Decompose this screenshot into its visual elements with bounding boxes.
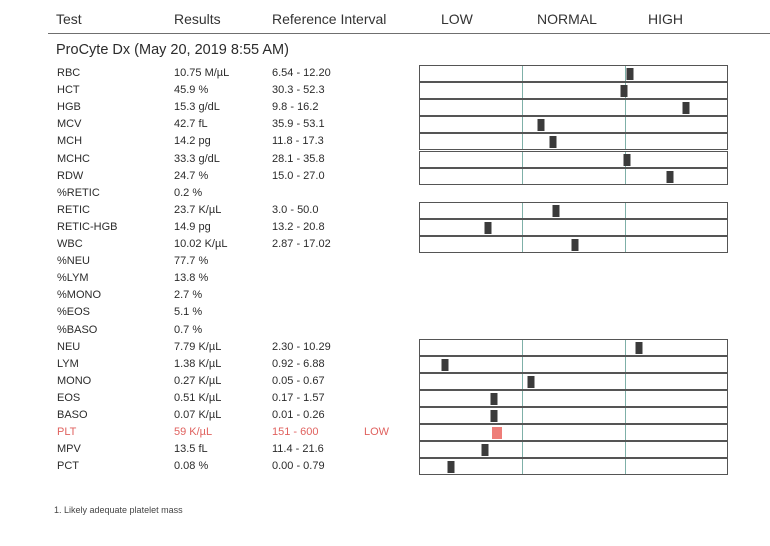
range-gauge (419, 151, 728, 168)
table-row (0, 407, 770, 424)
table-row (0, 339, 770, 356)
table-row (0, 219, 770, 236)
table-row (0, 424, 770, 441)
zone-divider (625, 169, 626, 184)
table-row (0, 99, 770, 116)
column-header-reference: Reference Interval (272, 11, 387, 27)
reference-interval: 0.00 - 0.79 (272, 460, 325, 472)
range-gauge (419, 407, 728, 424)
table-row (0, 304, 770, 321)
test-name: BASO (57, 409, 88, 421)
test-name: %NEU (57, 255, 91, 267)
test-result: 10.02 K/µL (174, 238, 228, 250)
test-result: 7.79 K/µL (174, 341, 222, 353)
reference-interval: 2.30 - 10.29 (272, 341, 331, 353)
table-row (0, 373, 770, 390)
test-name: MCV (57, 118, 82, 130)
zone-divider (522, 442, 523, 457)
zone-divider (625, 408, 626, 423)
range-gauge (419, 99, 728, 116)
footnote: 1. Likely adequate platelet mass (54, 505, 183, 515)
test-name: LYM (57, 358, 79, 370)
reference-interval: 0.01 - 0.26 (272, 409, 325, 421)
result-marker (482, 444, 489, 456)
test-result: 0.27 K/µL (174, 375, 222, 387)
test-name: %RETIC (57, 187, 100, 199)
test-name: HGB (57, 101, 81, 113)
zone-divider (522, 83, 523, 98)
test-result: 13.8 % (174, 272, 209, 284)
zone-divider (522, 459, 523, 474)
result-marker (621, 85, 628, 97)
result-marker (442, 359, 449, 371)
result-marker (667, 171, 674, 183)
test-result: 5.1 % (174, 306, 203, 318)
test-name: HCT (57, 84, 80, 96)
test-name: %BASO (57, 324, 98, 336)
test-result: 77.7 % (174, 255, 209, 267)
zone-divider (625, 425, 626, 440)
result-marker (528, 376, 535, 388)
reference-interval: 30.3 - 52.3 (272, 84, 325, 96)
test-result: 14.2 pg (174, 135, 211, 147)
table-row (0, 133, 770, 150)
range-gauge (419, 116, 728, 133)
test-name: WBC (57, 238, 83, 250)
zone-divider (522, 374, 523, 389)
reference-interval: 3.0 - 50.0 (272, 204, 319, 216)
zone-divider (625, 117, 626, 132)
zone-divider (522, 100, 523, 115)
result-marker (683, 102, 690, 114)
result-marker (550, 136, 557, 148)
zone-divider (522, 220, 523, 235)
range-gauge (419, 458, 728, 475)
column-header-normal: NORMAL (537, 11, 597, 27)
test-name: RETIC (57, 204, 90, 216)
zone-divider (625, 220, 626, 235)
zone-divider (522, 391, 523, 406)
zone-divider (625, 203, 626, 218)
table-row (0, 168, 770, 185)
zone-divider (522, 237, 523, 252)
test-name: NEU (57, 341, 81, 353)
range-gauge (419, 339, 728, 356)
test-name: %EOS (57, 306, 91, 318)
test-result: 24.7 % (174, 170, 209, 182)
result-marker (636, 342, 643, 354)
test-name: MPV (57, 443, 81, 455)
test-result: 59 K/µL (174, 426, 213, 438)
column-header-results: Results (174, 11, 221, 27)
test-result: 0.07 K/µL (174, 409, 222, 421)
range-gauge (419, 236, 728, 253)
table-row (0, 390, 770, 407)
test-name: RBC (57, 67, 81, 79)
zone-divider (625, 134, 626, 149)
reference-interval: 6.54 - 12.20 (272, 67, 331, 79)
result-marker (538, 119, 545, 131)
range-gauge (419, 373, 728, 390)
table-row (0, 253, 770, 270)
test-name: PLT (57, 426, 77, 438)
zone-divider (522, 134, 523, 149)
low-result-marker (492, 427, 502, 439)
test-result: 15.3 g/dL (174, 101, 220, 113)
zone-divider (625, 442, 626, 457)
zone-divider (522, 357, 523, 372)
zone-divider (522, 152, 523, 167)
test-result: 23.7 K/µL (174, 204, 222, 216)
range-gauge (419, 424, 728, 441)
reference-interval: 28.1 - 35.8 (272, 153, 325, 165)
table-row (0, 270, 770, 287)
zone-divider (522, 117, 523, 132)
zone-divider (522, 203, 523, 218)
result-flag: LOW (364, 426, 390, 438)
result-marker (485, 222, 492, 234)
test-result: 0.51 K/µL (174, 392, 222, 404)
range-gauge (419, 82, 728, 99)
result-marker (627, 68, 634, 80)
result-marker (553, 205, 560, 217)
result-marker (624, 154, 631, 166)
table-row (0, 82, 770, 99)
zone-divider (625, 100, 626, 115)
table-row (0, 356, 770, 373)
reference-interval: 0.05 - 0.67 (272, 375, 325, 387)
test-name: RDW (57, 170, 84, 182)
range-gauge (419, 202, 728, 219)
reference-interval: 2.87 - 17.02 (272, 238, 331, 250)
test-name: %MONO (57, 289, 101, 301)
zone-divider (522, 169, 523, 184)
test-name: RETIC-HGB (57, 221, 118, 233)
reference-interval: 35.9 - 53.1 (272, 118, 325, 130)
table-row (0, 65, 770, 82)
test-result: 13.5 fL (174, 443, 208, 455)
zone-divider (625, 237, 626, 252)
result-marker (448, 461, 455, 473)
zone-divider (522, 408, 523, 423)
zone-divider (625, 459, 626, 474)
zone-divider (625, 357, 626, 372)
zone-divider (625, 340, 626, 355)
test-result: 33.3 g/dL (174, 153, 220, 165)
table-row (0, 287, 770, 304)
range-gauge (419, 65, 728, 82)
section-title: ProCyte Dx (May 20, 2019 8:55 AM) (56, 42, 289, 58)
range-gauge (419, 133, 728, 150)
reference-interval: 9.8 - 16.2 (272, 101, 319, 113)
table-row (0, 151, 770, 168)
test-result: 0.2 % (174, 187, 203, 199)
result-marker (491, 393, 498, 405)
test-result: 45.9 % (174, 84, 209, 96)
result-marker (491, 410, 498, 422)
table-row (0, 322, 770, 339)
table-row (0, 116, 770, 133)
reference-interval: 11.8 - 17.3 (272, 135, 324, 147)
zone-divider (522, 425, 523, 440)
test-result: 2.7 % (174, 289, 203, 301)
table-row (0, 458, 770, 475)
table-row (0, 185, 770, 202)
table-row (0, 236, 770, 253)
test-name: %LYM (57, 272, 89, 284)
reference-interval: 15.0 - 27.0 (272, 170, 325, 182)
test-name: EOS (57, 392, 81, 404)
reference-interval: 0.92 - 6.88 (272, 358, 325, 370)
test-result: 0.7 % (174, 324, 203, 336)
test-name: PCT (57, 460, 79, 472)
reference-interval: 11.4 - 21.6 (272, 443, 324, 455)
range-gauge (419, 390, 728, 407)
result-marker (572, 239, 579, 251)
test-result: 14.9 pg (174, 221, 211, 233)
zone-divider (522, 340, 523, 355)
range-gauge (419, 168, 728, 185)
test-name: MCHC (57, 153, 90, 165)
column-header-high: HIGH (648, 11, 683, 27)
test-name: MCH (57, 135, 83, 147)
column-header-low: LOW (441, 11, 473, 27)
table-row (0, 202, 770, 219)
test-result: 0.08 % (174, 460, 209, 472)
test-result: 1.38 K/µL (174, 358, 222, 370)
range-gauge (419, 219, 728, 236)
zone-divider (522, 66, 523, 81)
reference-interval: 13.2 - 20.8 (272, 221, 325, 233)
zone-divider (625, 374, 626, 389)
test-result: 10.75 M/µL (174, 67, 230, 79)
reference-interval: 151 - 600 (272, 426, 319, 438)
reference-interval: 0.17 - 1.57 (272, 392, 325, 404)
header-rule (48, 33, 770, 34)
test-name: MONO (57, 375, 92, 387)
range-gauge (419, 441, 728, 458)
range-gauge (419, 356, 728, 373)
table-row (0, 441, 770, 458)
zone-divider (625, 391, 626, 406)
column-header-test: Test (56, 11, 82, 27)
test-result: 42.7 fL (174, 118, 208, 130)
